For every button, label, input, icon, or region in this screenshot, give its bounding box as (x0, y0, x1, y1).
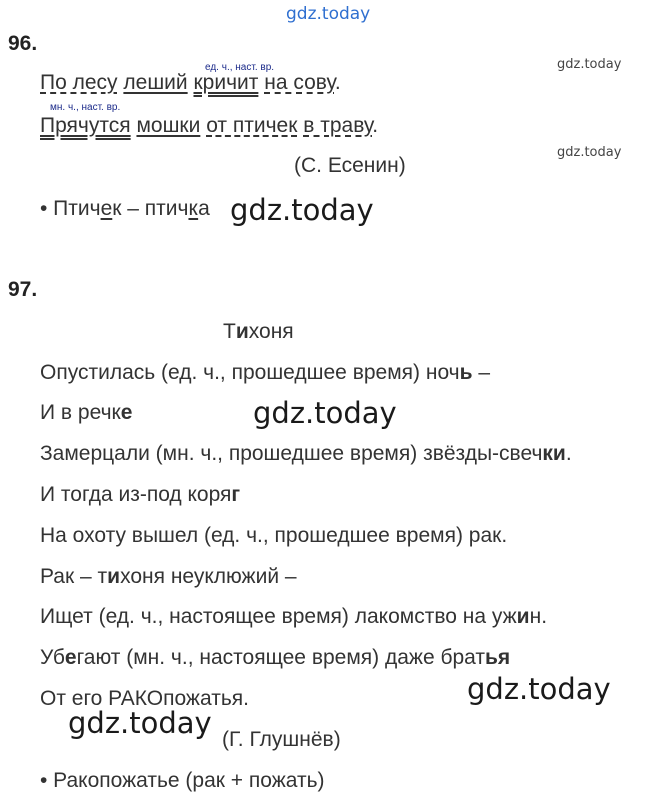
watermark-big-2: gdz.today (253, 396, 397, 430)
line-text: Рак – т (40, 565, 108, 588)
poem-line-3 (40, 442, 572, 466)
line-text: – (472, 361, 491, 384)
title-text: хоня (248, 320, 294, 343)
line-text: хоня неуклюжий – (120, 565, 297, 588)
bullet-text: • Птич (40, 197, 101, 220)
line-text: н. (529, 605, 548, 628)
poem-line-6 (40, 565, 297, 589)
subject-word: мошки (136, 114, 201, 137)
watermark-big-4: gdz.today (68, 706, 212, 740)
exercise-97-author: (Г. Глушнёв) (222, 728, 341, 751)
highlight-letter: и (516, 605, 530, 628)
poem-line-1 (40, 361, 490, 385)
title-text: Т (223, 320, 236, 343)
watermark-big-1: gdz.today (230, 193, 374, 227)
watermark-big-3: gdz.today (467, 672, 611, 706)
watermark-small-1: gdz.today (557, 57, 622, 72)
exercise-96-author: (С. Есенин) (294, 154, 406, 177)
highlight-letter: ь (459, 361, 473, 384)
bullet-text: к – птич (112, 197, 189, 220)
line-text: Замерцали (мн. ч., прошедшее время) звёзды-свеч (40, 442, 543, 465)
highlight-letter: и (107, 565, 121, 588)
bullet-text: а (198, 197, 210, 220)
poem-line-2 (40, 401, 132, 425)
line-text: . (565, 442, 572, 465)
adverbial-phrase: По лесу (40, 71, 118, 94)
exercise-97-bullet: • Ракопожатье (рак + пожать) (40, 769, 325, 792)
exercise-96-annotation-2: мн. ч., наст. вр. (50, 102, 121, 113)
line-text: Ищет (ед. ч., настоящее время) лакомство на уж (40, 605, 517, 628)
poem-line-5 (40, 524, 507, 548)
exercise-96-annotation-1: ед. ч., наст. вр. (205, 62, 275, 73)
exercise-96-line-1 (40, 71, 341, 95)
poem-title (223, 320, 294, 344)
line-text: И тогда из-под коря (40, 483, 232, 506)
line-text: Опустилась (ед. ч., прошедшее время) ноч (40, 361, 460, 384)
line-text: От его РАКОпожатья. (40, 687, 249, 710)
line-end: . (334, 71, 341, 94)
poem-line-7 (40, 605, 547, 629)
line-text: И в речк (40, 401, 121, 424)
line-text: Уб (40, 646, 65, 669)
highlight-letter: ки (542, 442, 566, 465)
line-text: На охоту вышел (ед. ч., прошедшее время) рак. (40, 524, 508, 547)
highlight-letter: е (120, 401, 133, 424)
watermark-small-2: gdz.today (557, 145, 622, 160)
exercise-96-bullet (40, 197, 210, 221)
highlight-letter: к (188, 197, 199, 220)
predicate-word: кричит (193, 71, 259, 94)
poem-line-4 (40, 483, 240, 507)
object-phrase: от птичек (206, 114, 298, 137)
highlight-letter: е (100, 197, 113, 220)
adverbial-phrase: в траву (303, 114, 373, 137)
exercise-96-number: 96. (8, 32, 38, 55)
object-phrase: на сову (264, 71, 335, 94)
highlight-letter: ья (485, 646, 511, 669)
exercise-97-number: 97. (8, 278, 38, 301)
highlight-letter: г (231, 483, 241, 506)
exercise-96-line-2 (40, 114, 378, 138)
watermark-top: gdz.today (286, 4, 371, 24)
highlight-letter: е (64, 646, 77, 669)
line-text: гают (мн. ч., настоящее время) даже брат (76, 646, 486, 669)
highlight-letter: и (235, 320, 249, 343)
poem-line-8 (40, 646, 510, 670)
line-end: . (372, 114, 379, 137)
subject-word: леший (123, 71, 188, 94)
predicate-word: Прячутся (40, 114, 131, 137)
